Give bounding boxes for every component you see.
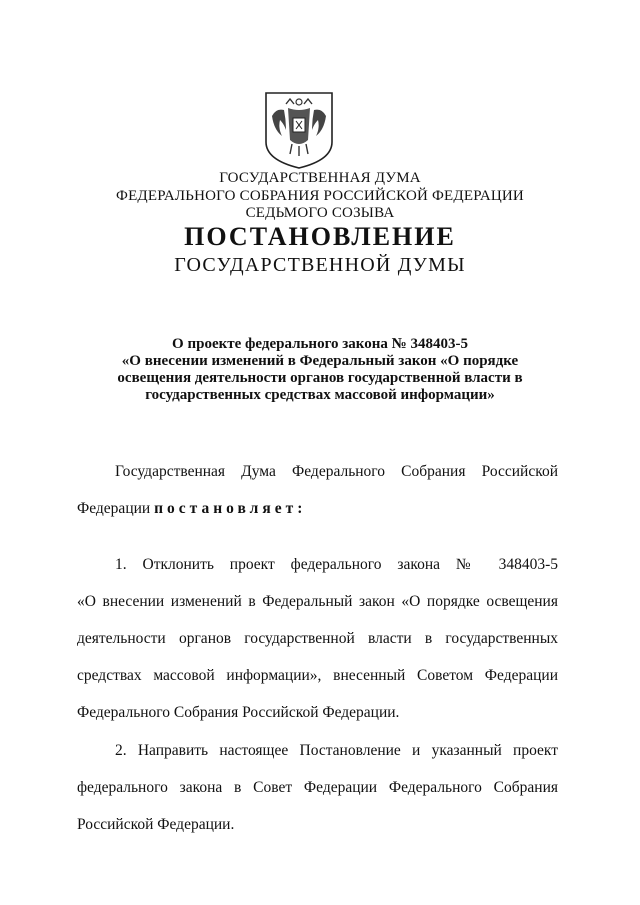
item1-line4: средствах массовой информации», внесенный Советом Федерации <box>77 667 558 684</box>
item1-line3: деятельности органов государственной власти в государственных <box>77 630 558 647</box>
bill-title-line4: государственных средствах массовой информации» <box>145 387 495 403</box>
bill-title-line3: освещения деятельности органов государственной власти в <box>117 370 523 386</box>
document-type-title: ПОСТАНОВЛЕНИЕ <box>184 222 456 251</box>
preamble-line2-start: Федерации <box>77 500 155 517</box>
preamble-line2 <box>77 500 558 518</box>
org-name-line1: ГОСУДАРСТВЕННАЯ ДУМА <box>219 170 421 186</box>
russian-coat-of-arms-icon <box>262 90 336 170</box>
item2-line2: федерального закона в Совет Федерации Федерального Собрания <box>77 779 558 796</box>
preamble-line1: Государственная Дума Федерального Собрания Российской <box>115 463 558 480</box>
bill-title-line1: О проекте федерального закона № 348403-5 <box>172 336 468 352</box>
bill-title <box>100 336 540 404</box>
item1-line1: 1. Отклонить проект федерального закона № 348403-5 <box>115 556 558 573</box>
item2-line1: 2. Направить настоящее Постановление и указанный проект <box>115 742 558 759</box>
convocation-line: СЕДЬМОГО СОЗЫВА <box>245 205 395 221</box>
item1-line2: «О внесении изменений в Федеральный закон «О порядке освещения <box>77 593 558 610</box>
item2-line3: Российской Федерации. <box>77 816 235 833</box>
item1-line5: Федерального Собрания Российской Федерации. <box>77 704 400 721</box>
bill-title-line2: «О внесении изменений в Федеральный закон «О порядке <box>121 353 519 369</box>
org-name-line2: ФЕДЕРАЛЬНОГО СОБРАНИЯ РОССИЙСКОЙ ФЕДЕРАЦИИ <box>116 188 524 204</box>
resolves-word: постановляет: <box>154 500 307 517</box>
document-issuer-subtitle: ГОСУДАРСТВЕННОЙ ДУМЫ <box>174 254 466 276</box>
